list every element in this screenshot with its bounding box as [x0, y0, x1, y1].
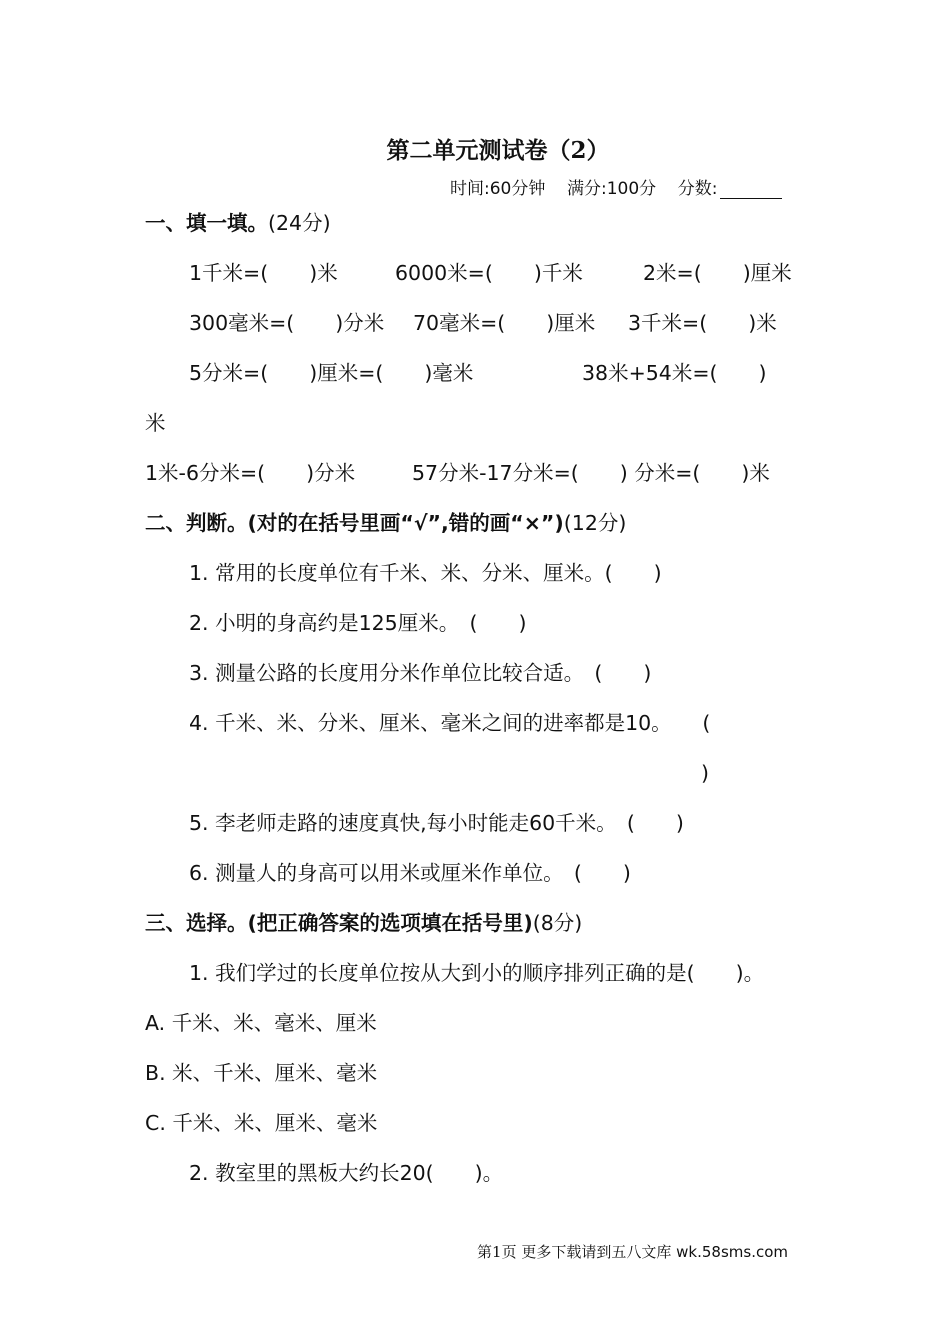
footer-text: 第1页 更多下载请到五八文库 — [477, 1243, 672, 1261]
page-title: 第二单元测试卷（2） — [386, 137, 610, 164]
choice-option-a: A. 千米、米、毫米、厘米 — [145, 1011, 377, 1035]
fill-q-4: 300毫米=( )分米 — [189, 311, 385, 335]
judge-item-4-close: ) — [701, 761, 709, 785]
fill-q-2: 6000米=( )千米 — [395, 261, 583, 285]
judge-item-3: 3. 测量公路的长度用分米作单位比较合适。 ( ) — [189, 661, 652, 685]
fill-q-9: 1米-6分米=( )分米 — [145, 461, 356, 485]
fill-q-10: 57分米-17分米=( ) 分米=( )米 — [412, 461, 770, 485]
footer-url: wk.58sms.com — [676, 1243, 788, 1261]
judge-item-5: 5. 李老师走路的速度真快,每小时能走60千米。 ( ) — [189, 811, 684, 835]
judge-item-1: 1. 常用的长度单位有千米、米、分米、厘米。( ) — [189, 561, 662, 585]
score-label: 分数: — [677, 179, 718, 199]
fill-q-5: 70毫米=( )厘米 — [413, 311, 596, 335]
choice-option-b: B. 米、千米、厘米、毫米 — [145, 1061, 378, 1085]
fill-q-8-unit: 米 — [145, 411, 166, 435]
exam-meta — [450, 174, 782, 199]
fill-q-6: 3千米=( )米 — [628, 311, 777, 335]
page-footer — [0, 1241, 788, 1262]
section2-heading: 二、判断。(对的在括号里画“√”,错的画“×”)(12分) — [145, 511, 627, 535]
fill-q-7: 5分米=( )厘米=( )毫米 — [189, 361, 474, 385]
full-score: 满分:100分 — [566, 179, 657, 199]
score-blank — [720, 180, 782, 199]
judge-item-4: 4. 千米、米、分米、厘米、毫米之间的进率都是10。 ( — [189, 711, 711, 735]
time-limit: 时间:60分钟 — [450, 179, 546, 199]
choice-q2: 2. 教室里的黑板大约长20( )。 — [189, 1161, 504, 1185]
choice-q1: 1. 我们学过的长度单位按从大到小的顺序排列正确的是( )。 — [189, 961, 765, 985]
fill-q-1: 1千米=( )米 — [189, 261, 338, 285]
section3-heading: 三、选择。(把正确答案的选项填在括号里)(8分) — [145, 911, 583, 935]
judge-item-6: 6. 测量人的身高可以用米或厘米作单位。 ( ) — [189, 861, 631, 885]
fill-q-8: 38米+54米=( ) — [582, 361, 767, 385]
choice-option-c: C. 千米、米、厘米、毫米 — [145, 1111, 378, 1135]
judge-item-2: 2. 小明的身高约是125厘米。 ( ) — [189, 611, 527, 635]
fill-q-3: 2米=( )厘米 — [643, 261, 792, 285]
section1-heading: 一、填一填。(24分) — [145, 211, 331, 235]
